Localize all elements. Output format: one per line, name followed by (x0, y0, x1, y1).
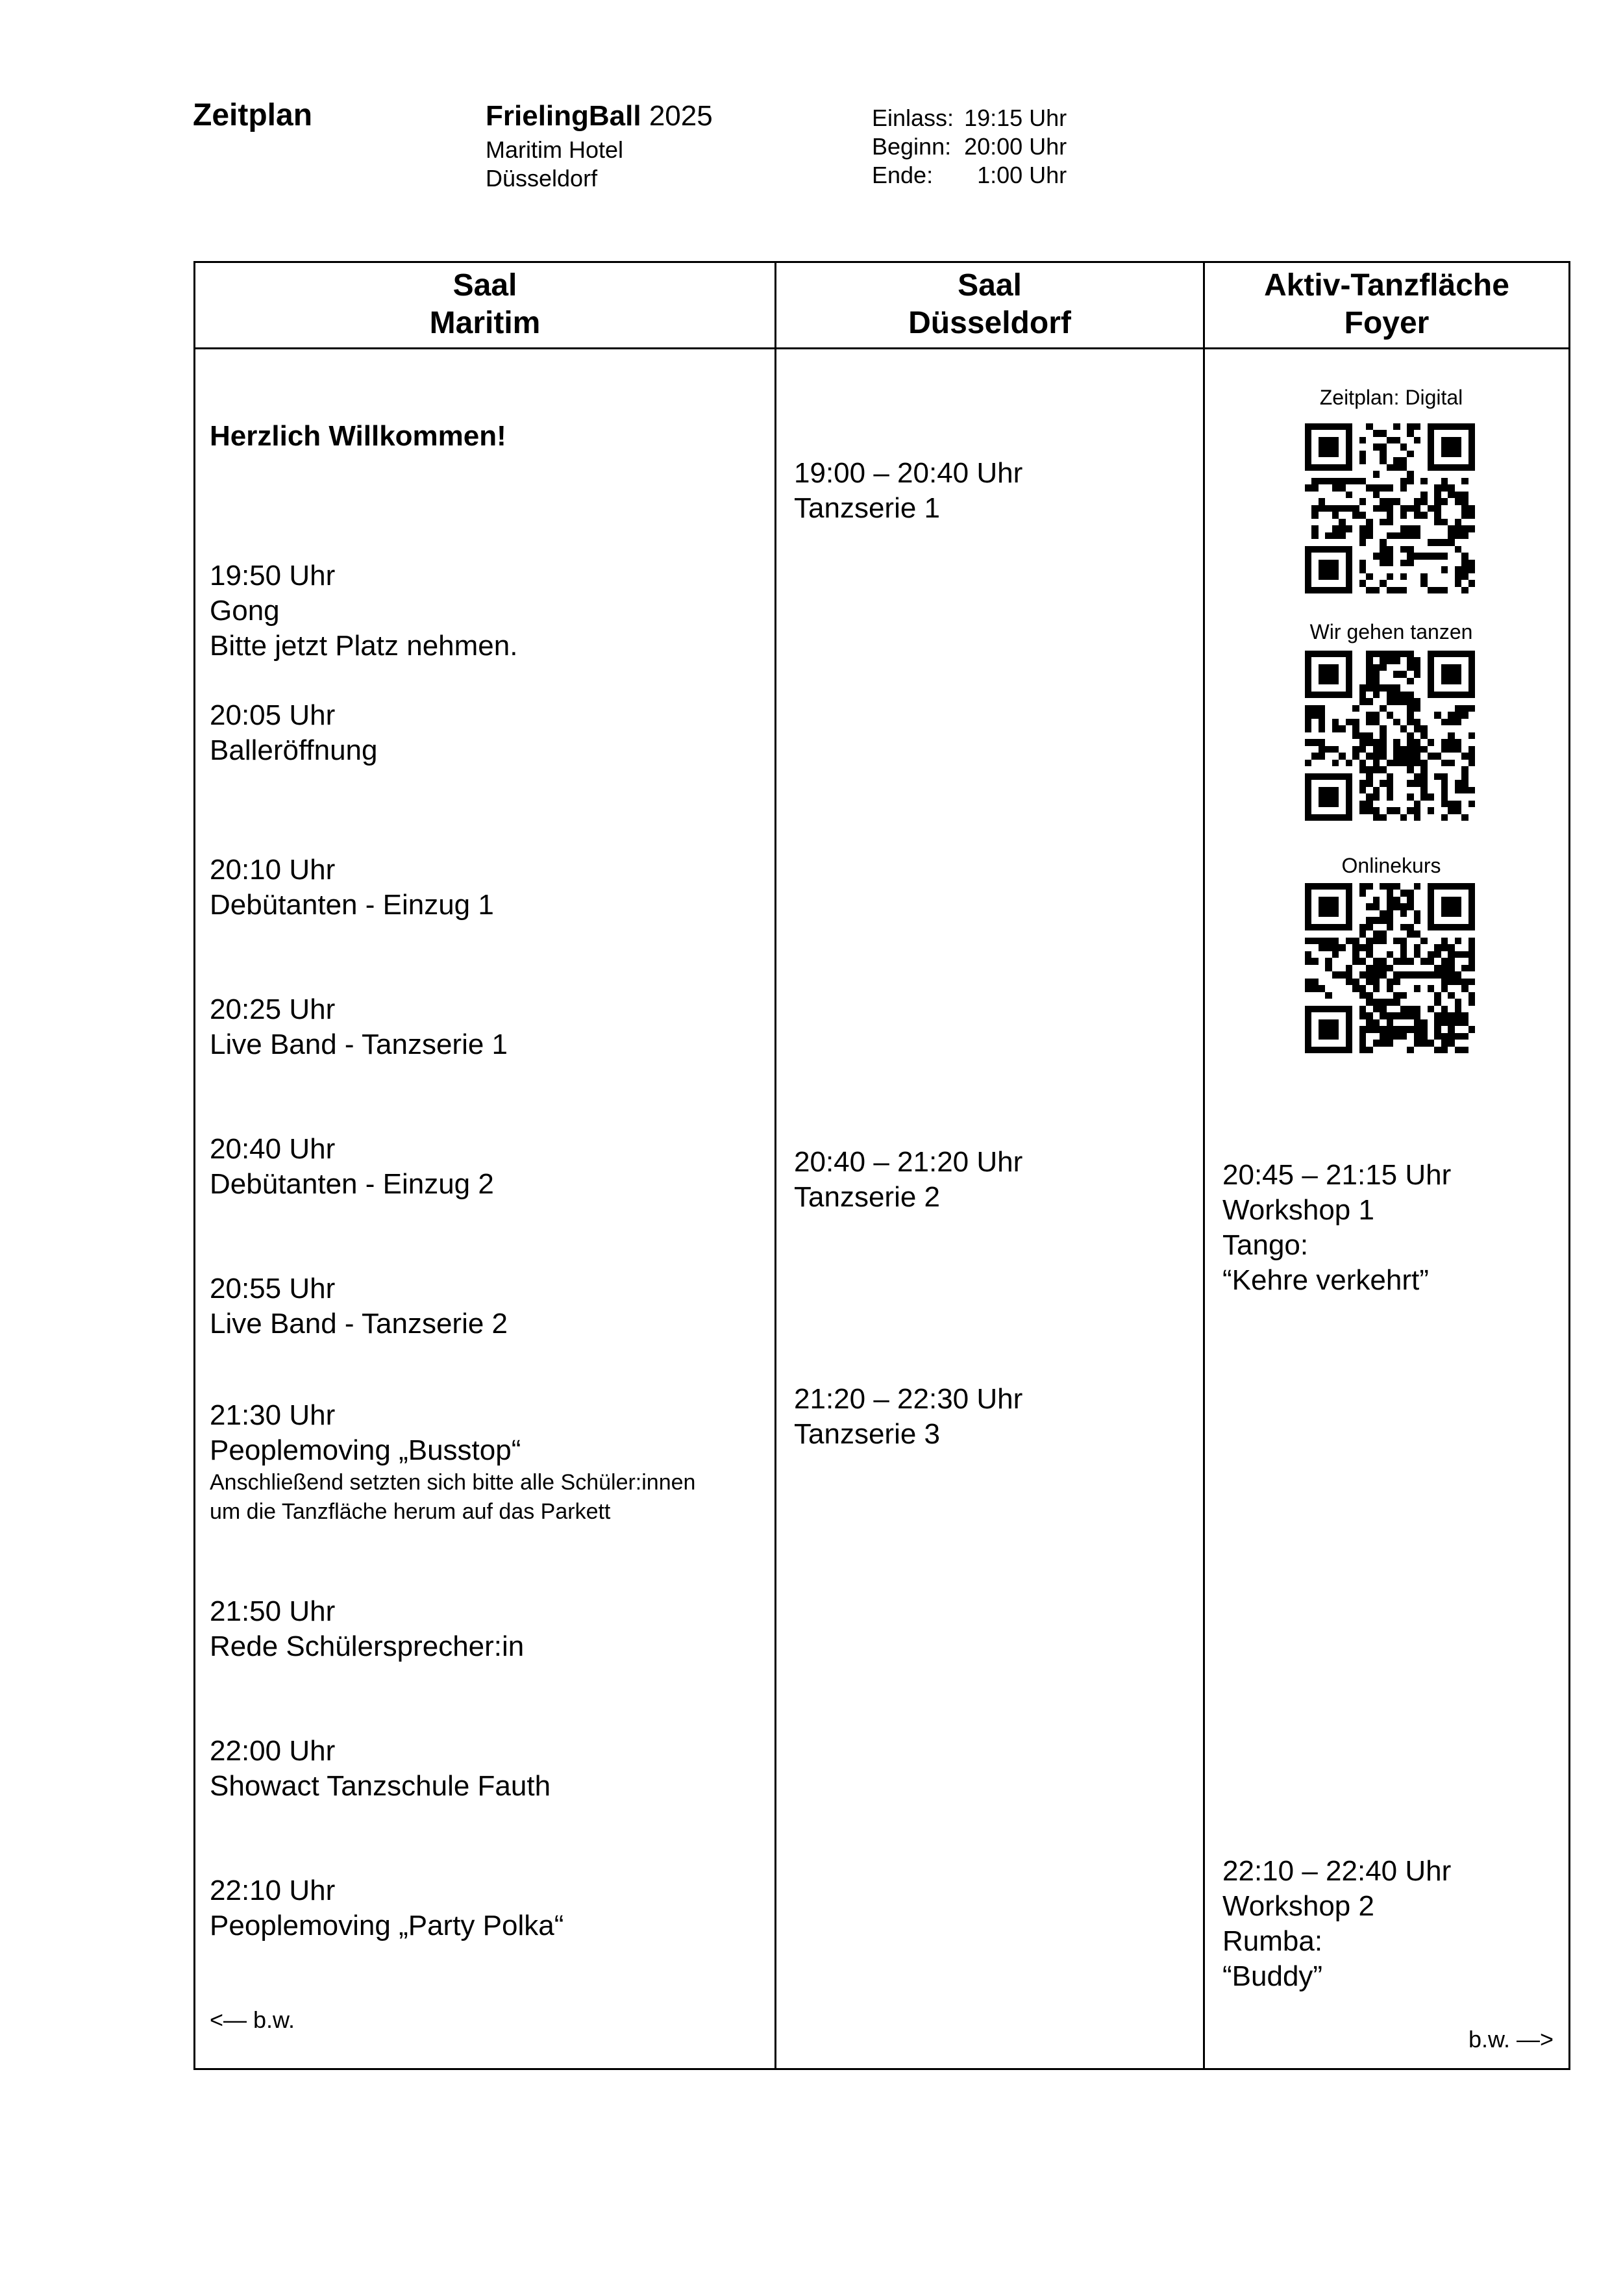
column-divider-1 (774, 261, 776, 2070)
entry-time: 20:40 Uhr (210, 1133, 336, 1165)
entry-title: Live Band - Tanzserie 1 (210, 1029, 508, 1060)
event-times (872, 104, 1067, 190)
venue-hotel: Maritim Hotel (486, 136, 624, 163)
entry-time: 21:50 Uhr (210, 1595, 336, 1627)
time-row-beginn (872, 132, 1067, 161)
column-header-line: Aktiv-Tanzfläche (1264, 268, 1509, 303)
column-header-duesseldorf (776, 261, 1203, 348)
entry-small-note: um die Tanzfläche herum auf das Parkett (210, 1499, 611, 1524)
workshop-topic: “Kehre verkehrt” (1222, 1264, 1429, 1296)
entry-time: 20:40 – 21:20 Uhr (794, 1146, 1023, 1178)
entry-title: Showact Tanzschule Fauth (210, 1770, 551, 1802)
entry-title: Peoplemoving „Party Polka“ (210, 1910, 564, 1941)
entry-time: 21:20 – 22:30 Uhr (794, 1383, 1023, 1415)
column-divider-2 (1203, 261, 1205, 2070)
entry-time: 19:50 Uhr (210, 560, 336, 592)
maritim-entry (210, 1398, 695, 1527)
event-year: 2025 (649, 100, 713, 132)
entry-note: Bitte jetzt Platz nehmen. (210, 630, 518, 662)
maritim-entry (210, 1873, 564, 1943)
turn-over-note-right: b.w. —> (1468, 2026, 1554, 2053)
entry-title: Peoplemoving „Busstop“ (210, 1434, 521, 1466)
entry-time: 22:10 – 22:40 Uhr (1222, 1855, 1452, 1887)
qr-code-icon[interactable] (1305, 423, 1475, 593)
entry-time: 20:45 – 21:15 Uhr (1222, 1159, 1452, 1191)
entry-time: 21:30 Uhr (210, 1399, 336, 1431)
time-label: Einlass: (872, 105, 954, 131)
foyer-workshop (1222, 1854, 1451, 1994)
workshop-topic: “Buddy” (1222, 1960, 1323, 1992)
column-header-line: Maritim (429, 306, 541, 340)
time-value: 19:15 Uhr (964, 105, 1067, 131)
qr-label: Wir gehen tanzen (1309, 620, 1473, 643)
time-row-einlass (872, 104, 1067, 132)
event-name (486, 100, 713, 132)
entry-title: Workshop 1 (1222, 1194, 1374, 1226)
entry-title: Tanzserie 3 (794, 1418, 941, 1450)
entry-title: Debütanten - Einzug 2 (210, 1168, 494, 1200)
entry-time: 20:05 Uhr (210, 699, 336, 731)
page-title: Zeitplan (193, 98, 313, 132)
time-value: 1:00 Uhr (977, 162, 1067, 188)
venue-city: Düsseldorf (486, 165, 598, 192)
column-header-line: Düsseldorf (908, 306, 1071, 340)
event-name-bold: FrielingBall (486, 100, 641, 132)
entry-time: 20:10 Uhr (210, 854, 336, 886)
maritim-entry (210, 1594, 524, 1664)
qr-label: Onlinekurs (1341, 854, 1441, 877)
turn-over-note-left: <— b.w. (210, 2006, 295, 2033)
column-header-line: Saal (958, 268, 1022, 303)
qr-label: Zeitplan: Digital (1319, 386, 1463, 409)
time-row-ende (872, 161, 1067, 190)
workshop-dance: Rumba: (1222, 1925, 1323, 1957)
entry-title: Rede Schülersprecher:in (210, 1630, 525, 1662)
entry-time: 20:55 Uhr (210, 1273, 336, 1304)
entry-time: 22:10 Uhr (210, 1875, 336, 1906)
time-label: Beginn: (872, 133, 952, 160)
entry-title: Gong (210, 595, 280, 627)
time-label: Ende: (872, 162, 934, 188)
entry-title: Balleröffnung (210, 734, 378, 766)
maritim-entry (210, 853, 494, 923)
time-value: 20:00 Uhr (964, 133, 1067, 160)
foyer-workshop (1222, 1158, 1451, 1298)
duesseldorf-entry (794, 456, 1022, 526)
entry-title: Tanzserie 2 (794, 1181, 941, 1213)
column-header-line: Foyer (1344, 306, 1430, 340)
maritim-entry (210, 992, 508, 1062)
column-header-line: Saal (452, 268, 517, 303)
maritim-entry (210, 1271, 508, 1341)
maritim-entry (210, 558, 517, 664)
entry-title: Tanzserie 1 (794, 492, 941, 524)
duesseldorf-entry (794, 1382, 1022, 1452)
entry-time: 19:00 – 20:40 Uhr (794, 457, 1023, 489)
maritim-entry (210, 1734, 551, 1804)
column-header-maritim (195, 261, 774, 348)
entry-title: Debütanten - Einzug 1 (210, 889, 494, 921)
entry-time: 20:25 Uhr (210, 993, 336, 1025)
qr-code-icon[interactable] (1305, 883, 1475, 1053)
entry-small-note: Anschließend setzten sich bitte alle Schüler:innen (210, 1470, 696, 1495)
column-header-foyer (1205, 261, 1568, 348)
duesseldorf-entry (794, 1145, 1022, 1215)
welcome-text: Herzlich Willkommen! (210, 420, 506, 452)
entry-time: 22:00 Uhr (210, 1735, 336, 1767)
workshop-dance: Tango: (1222, 1229, 1309, 1261)
maritim-entry (210, 698, 378, 768)
qr-code-icon[interactable] (1305, 651, 1475, 821)
entry-title: Live Band - Tanzserie 2 (210, 1308, 508, 1340)
maritim-entry (210, 1132, 494, 1202)
entry-title: Workshop 2 (1222, 1890, 1374, 1922)
